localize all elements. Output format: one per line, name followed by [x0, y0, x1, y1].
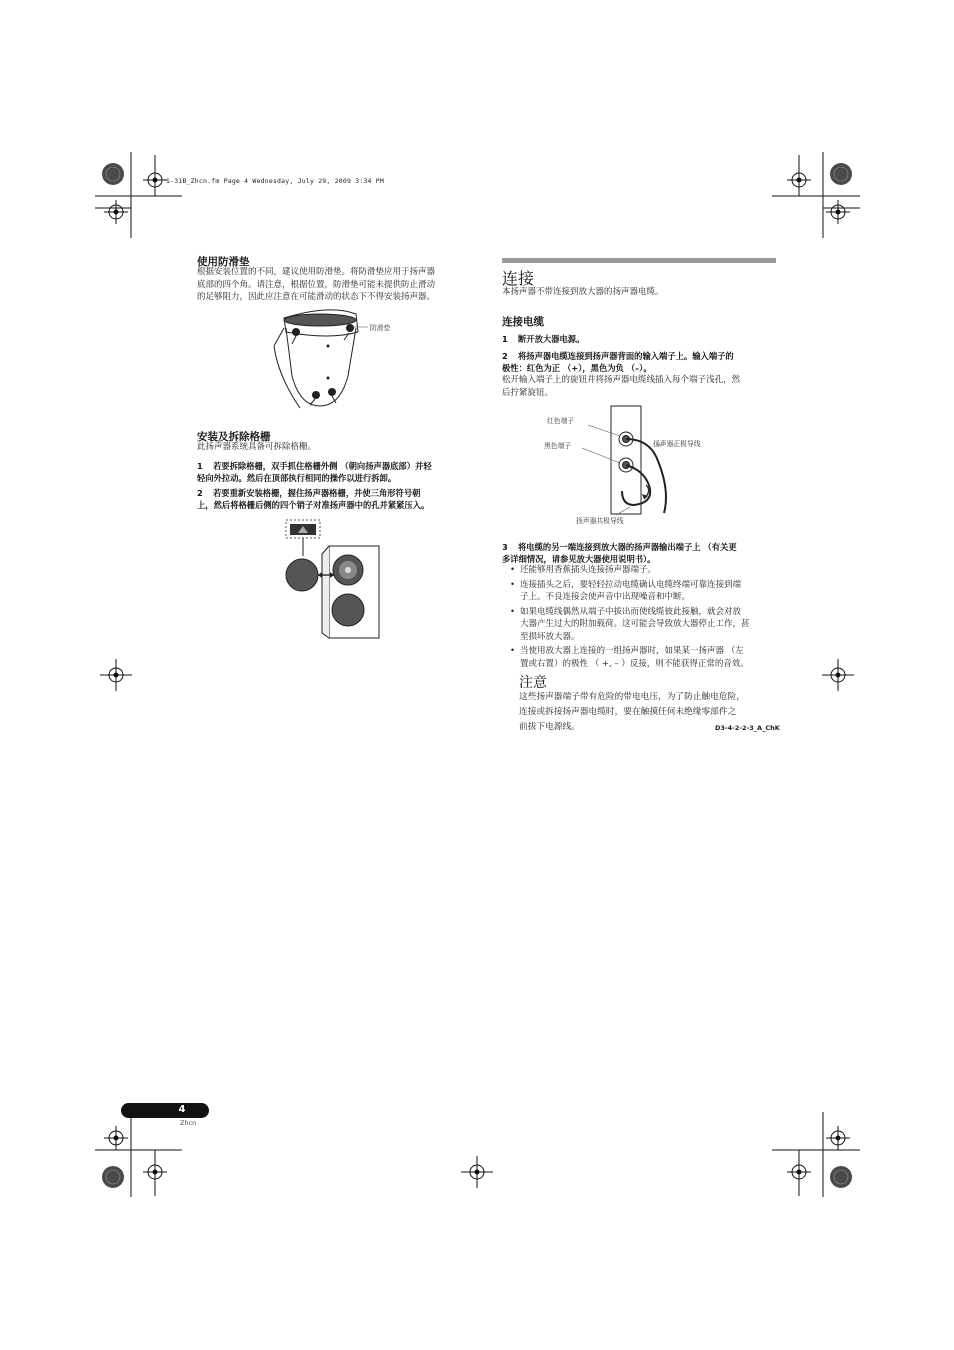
pads-title: 使用防滑垫 — [197, 256, 250, 268]
list-item — [510, 606, 776, 644]
list-item — [510, 645, 776, 670]
section-divider — [502, 258, 776, 263]
step-text: 极性：红色为正 （+），黑色为负 （–）。 — [502, 363, 652, 373]
step-number: 2 — [502, 351, 508, 361]
pads-body-line: 底部的四个角。请注意，根据位置，防滑垫可能未提供防止滑动 — [197, 279, 436, 290]
list-item-line: 置或右置）的极性 （ +, – ）反接，则不能获得正常的音效。 — [520, 658, 749, 669]
pads-figure-label: 防滑垫 — [370, 324, 391, 332]
list-item-line: • 当使用放大器上连接的一组扬声器时，如果某一扬声器 （左 — [520, 646, 744, 656]
list-item-line: 子上。不良连接会使声音中出现噪音和中断。 — [520, 592, 691, 602]
step-text: 将扬声器电缆连接到扬声器背面的输入端子上。输入端子的 — [518, 351, 734, 361]
caution-title: 注意 — [519, 675, 547, 691]
detail-line: 后拧紧旋钮。 — [502, 387, 554, 398]
connect-section-title: 连接 — [502, 269, 535, 288]
grille-title: 安装及拆除格栅 — [197, 431, 271, 443]
caution-line: 这些扬声器端子带有危险的带电电压，为了防止触电危险， — [519, 692, 745, 702]
grille-removal-figure — [282, 518, 388, 642]
grille-step-1 — [197, 460, 473, 484]
pads-body-line: 根据安装位置的不同，建议使用防滑垫。将防滑垫应用于扬声器 — [197, 267, 436, 277]
page-number: 4 — [178, 1104, 186, 1115]
step-number: 1 — [197, 461, 203, 471]
black-terminal-label: 黑色端子 — [544, 442, 572, 450]
step-text: 若要拆除格栅，双手抓住格栅外侧 （朝向扬声器底部）并轻 — [213, 461, 432, 471]
list-item-line: 至损坏放大器。 — [520, 631, 580, 642]
list-item — [510, 564, 776, 577]
connect-intro: 本扬声器不带连接到放大器的扬声器电缆。 — [502, 287, 664, 297]
step-text: 上，然后将格栅后侧的四个销子对准扬声器中的孔并紧紧压入。 — [197, 500, 430, 510]
positive-wire-label: 扬声器正极导线 — [653, 440, 701, 448]
step-text: 多详细情况，请参见放大器使用说明书）。 — [502, 554, 656, 564]
list-item-line: 大器产生过大的附加载荷。这可能会导致放大器停止工作，甚 — [520, 619, 750, 629]
cable-step-3 — [502, 541, 776, 565]
red-terminal-label: 红色端子 — [547, 417, 575, 425]
step-text: 将电缆的另一端连接到放大器的扬声器输出端子上 （有关更 — [518, 542, 737, 552]
detail-line: 松开输入端子上的旋钮并将扬声器电缆线插入每个端子浅孔，然 — [502, 375, 741, 385]
step-number: 3 — [502, 542, 508, 552]
cable-step-2-detail — [502, 374, 776, 399]
step-number: 1 — [502, 334, 508, 344]
list-item — [510, 579, 776, 604]
caution-line: 连接或拆接扬声器电缆时，要在触摸任何未绝缘零部件之 — [519, 707, 737, 717]
negative-wire-label: 扬声器共极导线 — [576, 517, 624, 525]
cable-step-1 — [502, 333, 776, 345]
list-item-line: • 如果电缆线偶然从端子中拔出而使线缆彼此接触，就会对放 — [520, 606, 742, 617]
caution-line: 前拔下电源线。 — [519, 722, 580, 732]
caution-code: D3-4-2-2-3_A_ChK — [715, 724, 780, 732]
page-language: Zhcn — [180, 1119, 197, 1127]
pads-body-line: 的足够阻力，因此应注意在可能滑动的状态下不得安装扬声器。 — [197, 292, 436, 302]
file-info-header: S-31B_Zhcn.fm Page 4 Wednesday, July 29, 2009 3:34 PM — [166, 177, 385, 185]
pads-body — [197, 266, 472, 304]
step-text: 轻向外拉动。然后在顶部执行相同的操作以进行拆卸。 — [197, 473, 397, 483]
notes-list — [510, 564, 776, 670]
grille-step-2 — [197, 487, 473, 511]
list-item-line: • 连接插头之后，要轻轻拉动电缆确认电缆终端可靠连接到端 — [520, 579, 742, 590]
step-number: 2 — [197, 488, 203, 498]
step-text: 若要重新安装格栅，握住扬声器格栅，并使三角形符号朝 — [213, 488, 421, 498]
step-text: 断开放大器电源。 — [518, 334, 585, 344]
cable-step-2 — [502, 350, 776, 374]
speaker-terminal-figure — [560, 403, 720, 527]
cable-title: 连接电缆 — [502, 316, 544, 328]
grille-intro: 此扬声器系统具备可拆除格栅。 — [197, 442, 317, 452]
list-item-line: • 还能够用香蕉插头连接扬声器端子。 — [520, 565, 657, 575]
